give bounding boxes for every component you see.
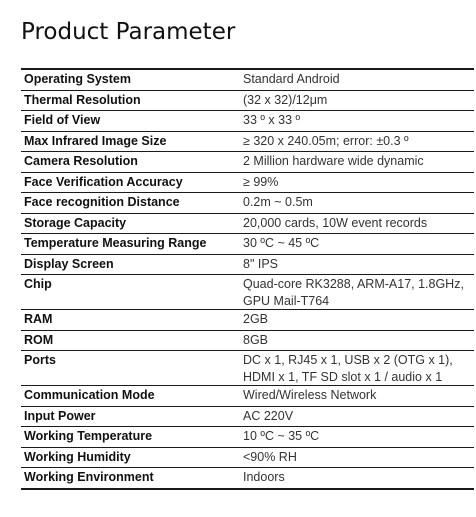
page-title: Product Parameter [21, 19, 236, 45]
row-label: Ports [21, 351, 240, 386]
table-row-max-infrared-image-size [21, 131, 474, 152]
row-label: Working Humidity [21, 447, 240, 468]
table-row-operating-system [21, 69, 474, 90]
row-label: Thermal Resolution [21, 90, 240, 111]
row-value: 8GB [240, 330, 474, 351]
table-row-face-recognition-distance [21, 193, 474, 214]
table-row-temperature-measuring-range [21, 234, 474, 255]
table-row-ports [21, 351, 474, 386]
row-value: Wired/Wireless Network [240, 386, 474, 407]
table-row-display-screen [21, 254, 474, 275]
row-value: ≥ 99% [240, 172, 474, 193]
table-row-input-power [21, 406, 474, 427]
row-value: AC 220V [240, 406, 474, 427]
row-value: 30 ºC ~ 45 ºC [240, 234, 474, 255]
table-row-communication-mode [21, 386, 474, 407]
row-label: Operating System [21, 69, 240, 90]
row-value: 0.2m ~ 0.5m [240, 193, 474, 214]
row-value: 10 ºC ~ 35 ºC [240, 427, 474, 448]
row-value: 8" IPS [240, 254, 474, 275]
row-value: Quad-core RK3288, ARM-A17, 1.8GHz, GPU Mail-T764 [240, 275, 474, 310]
parameter-table [21, 68, 474, 490]
parameter-table-body [21, 69, 474, 489]
row-label: Max Infrared Image Size [21, 131, 240, 152]
row-label: Field of View [21, 111, 240, 132]
table-row-working-environment [21, 468, 474, 489]
row-label: Communication Mode [21, 386, 240, 407]
row-label: Input Power [21, 406, 240, 427]
row-label: Storage Capacity [21, 213, 240, 234]
table-row-storage-capacity [21, 213, 474, 234]
row-value: Standard Android [240, 69, 474, 90]
table-row-rom [21, 330, 474, 351]
row-label: Working Temperature [21, 427, 240, 448]
row-label: Chip [21, 275, 240, 310]
row-label: Display Screen [21, 254, 240, 275]
row-value: 2 Million hardware wide dynamic [240, 152, 474, 173]
table-row-working-humidity [21, 447, 474, 468]
row-label: Working Environment [21, 468, 240, 489]
row-label: Temperature Measuring Range [21, 234, 240, 255]
row-value: (32 x 32)/12μm [240, 90, 474, 111]
row-value: 33 º x 33 º [240, 111, 474, 132]
row-value: ≥ 320 x 240.05m; error: ±0.3 º [240, 131, 474, 152]
row-value: DC x 1, RJ45 x 1, USB x 2 (OTG x 1), HDMI x 1, TF SD slot x 1 / audio x 1 [240, 351, 474, 386]
row-value: 20,000 cards, 10W event records [240, 213, 474, 234]
table-row-thermal-resolution [21, 90, 474, 111]
row-label: Face recognition Distance [21, 193, 240, 214]
row-label: Face Verification Accuracy [21, 172, 240, 193]
table-row-face-verification-accuracy [21, 172, 474, 193]
row-value: <90% RH [240, 447, 474, 468]
row-value: Indoors [240, 468, 474, 489]
row-label: RAM [21, 310, 240, 331]
table-row-ram [21, 310, 474, 331]
row-label: ROM [21, 330, 240, 351]
row-value: 2GB [240, 310, 474, 331]
table-row-working-temperature [21, 427, 474, 448]
table-row-field-of-view [21, 111, 474, 132]
table-row-camera-resolution [21, 152, 474, 173]
table-row-chip [21, 275, 474, 310]
row-label: Camera Resolution [21, 152, 240, 173]
